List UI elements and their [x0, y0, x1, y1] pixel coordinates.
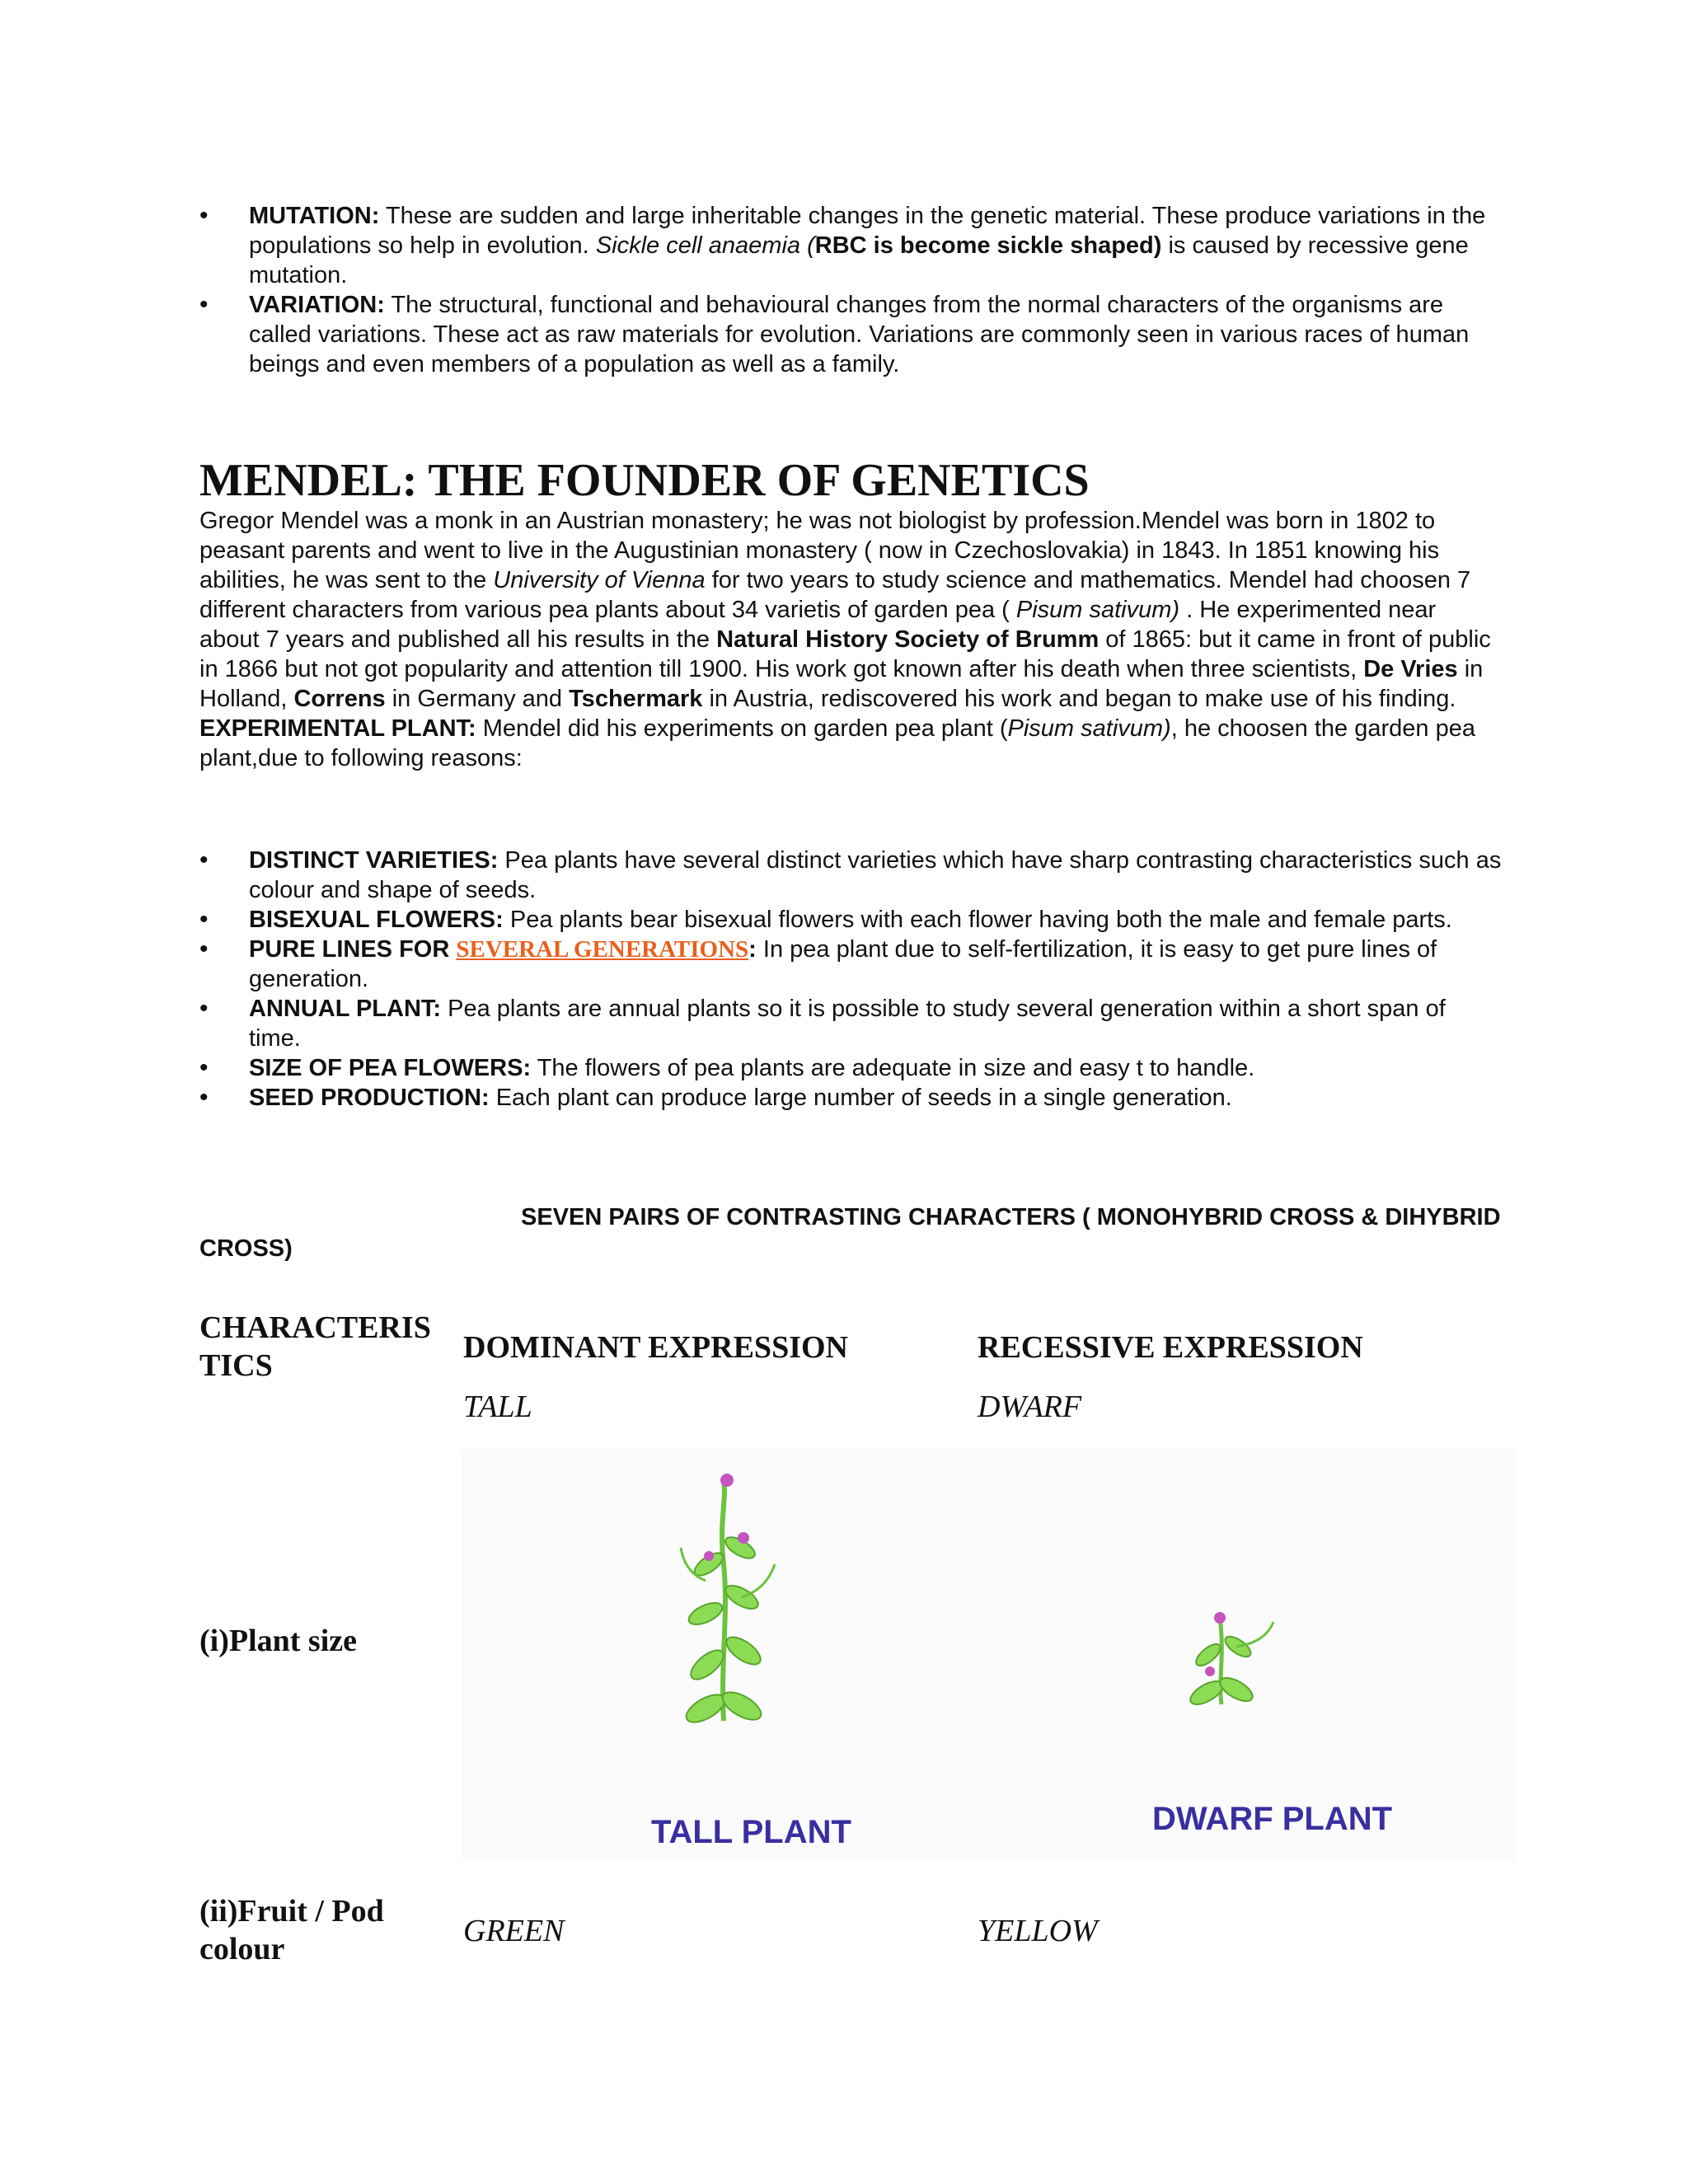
bullet-term: DISTINCT VARIETIES:: [249, 847, 499, 874]
row2-label: [199, 1892, 447, 1968]
bullet-term: SIZE OF PEA FLOWERS:: [249, 1055, 532, 1081]
text-run: , he choosen the garden pea plant,due to following reasons:: [199, 715, 1475, 771]
text-run: Mendel did his experiments on garden pea plant (: [476, 715, 1008, 742]
bullet-text: The flowers of pea plants are adequate in size and easy t to handle.: [531, 1055, 1255, 1081]
column-header-dominant: DOMINANT EXPRESSION: [463, 1330, 848, 1365]
plant-size-illustration: [462, 1449, 1517, 1861]
text-run: . He experimented near about 7 years and published all his results in the: [199, 597, 1437, 653]
list-item: [199, 935, 1502, 994]
bullet-text: Each plant can produce large number of seeds in a single generation.: [489, 1085, 1232, 1111]
row1-dominant-value: TALL: [463, 1390, 532, 1424]
row1-label: (i)Plant size: [199, 1624, 358, 1658]
label-line: colour: [199, 1932, 285, 1966]
text-bold: EXPERIMENTAL PLANT:: [199, 715, 476, 742]
text-run: in Holland,: [199, 656, 1484, 712]
label-line: (ii)Fruit / Pod: [199, 1894, 384, 1929]
row1-recessive-value: DWARF: [978, 1390, 1082, 1424]
text-run: in Germany and: [385, 686, 570, 712]
list-item: [199, 290, 1502, 379]
intro-paragraph: [199, 506, 1502, 773]
list-item: [199, 846, 1502, 905]
dwarf-plant-drawing: [1187, 1612, 1273, 1709]
bullet-text: These are sudden and large inheritable changes in the genetic material. These produce variations in the populations so help in evolution.: [249, 203, 1486, 259]
bullet-text: is caused by recessive gene mutation.: [249, 232, 1469, 288]
seven-pairs-heading: [199, 1202, 1502, 1264]
text-run: for two years to study science and mathematics. Mendel had choosen 7 different characters from various pea plants about 34 varietis of garden pea (: [199, 567, 1471, 623]
reasons-list: [199, 846, 1502, 1113]
text-bold: Tschermark: [569, 686, 703, 712]
list-item: [199, 1053, 1502, 1083]
list-item: [199, 201, 1502, 290]
tall-plant-drawing: [681, 1474, 775, 1727]
page-title: MENDEL: THE FOUNDER OF GENETICS: [199, 455, 1090, 506]
text-run: of 1865: but it came in front of public in 1866 but not got popularity and attention till 1900. His work got known after his death when three scientists,: [199, 626, 1491, 682]
bullet-term: ANNUAL PLANT:: [249, 996, 442, 1022]
bullet-term: PURE LINES FOR: [249, 936, 457, 963]
bullet-italic: Sickle cell anaemia (: [595, 232, 815, 259]
bullet-term: SEED PRODUCTION:: [249, 1085, 490, 1111]
header-line: CHARACTERIS: [199, 1310, 431, 1345]
plant-drawings: [462, 1449, 1517, 1861]
text-run: Gregor Mendel was a monk in an Austrian monastery; he was not biologist by profession.Mendel was born in 1802 to peasant parents and went to live in the Augustinian monastery ( now in Czechoslovakia) in 1843. In 1851 knowing his abilities, he was sent to the: [199, 508, 1440, 593]
top-bullet-list: [199, 201, 1502, 379]
bullet-term: BISEXUAL FLOWERS:: [249, 907, 504, 933]
seven-pairs-text: SEVEN PAIRS OF CONTRASTING CHARACTERS ( MONOHYBRID CROSS & DIHYBRID CROSS): [199, 1204, 1501, 1262]
text-run: in Austria, rediscovered his work and began to make use of his finding.: [702, 686, 1456, 712]
list-item: [199, 905, 1502, 935]
list-item: [199, 994, 1502, 1053]
bullet-text: The structural, functional and behavioural changes from the normal characters of the organisms are called variations. These act as raw materials for evolution. Variations are commonly seen in various races of human beings and even members of a population as well as a family.: [249, 292, 1470, 377]
text-italic: Pisum sativum): [1015, 597, 1180, 623]
text-bold: De Vries: [1363, 656, 1458, 682]
column-header-characteristics: [199, 1309, 447, 1385]
text-bold: Correns: [293, 686, 386, 712]
bullet-term: MUTATION:: [249, 203, 380, 229]
row2-dominant-value: GREEN: [463, 1914, 565, 1948]
text-italic: University of Vienna: [493, 567, 706, 593]
bullet-term: VARIATION:: [249, 292, 385, 318]
column-header-recessive: RECESSIVE EXPRESSION: [978, 1330, 1363, 1365]
list-item: [199, 1083, 1502, 1113]
row2-recessive-value: YELLOW: [978, 1914, 1098, 1948]
bullet-text: Pea plants are annual plants so it is possible to study several generation within a short span of time.: [249, 996, 1446, 1052]
bullet-text: In pea plant due to self-fertilization, it is easy to get pure lines of generation.: [249, 936, 1437, 992]
dwarf-plant-caption: DWARF PLANT: [1152, 1801, 1393, 1837]
tall-plant-caption: TALL PLANT: [651, 1814, 851, 1850]
bullet-text: Pea plants have several distinct varieties which have sharp contrasting characteristics such as colour and shape of seeds.: [249, 847, 1502, 903]
several-generations-link[interactable]: SEVERAL GENERATIONS: [456, 936, 749, 963]
bullet-text: Pea plants bear bisexual flowers with each flower having both the male and female parts.: [503, 907, 1452, 933]
bullet-bold: RBC is become sickle shaped): [814, 232, 1162, 259]
header-line: TICS: [199, 1348, 273, 1383]
text-bold: Natural History Society of Brumm: [716, 626, 1100, 653]
text-italic: Pisum sativum): [1007, 715, 1171, 742]
bullet-colon: :: [748, 936, 757, 963]
